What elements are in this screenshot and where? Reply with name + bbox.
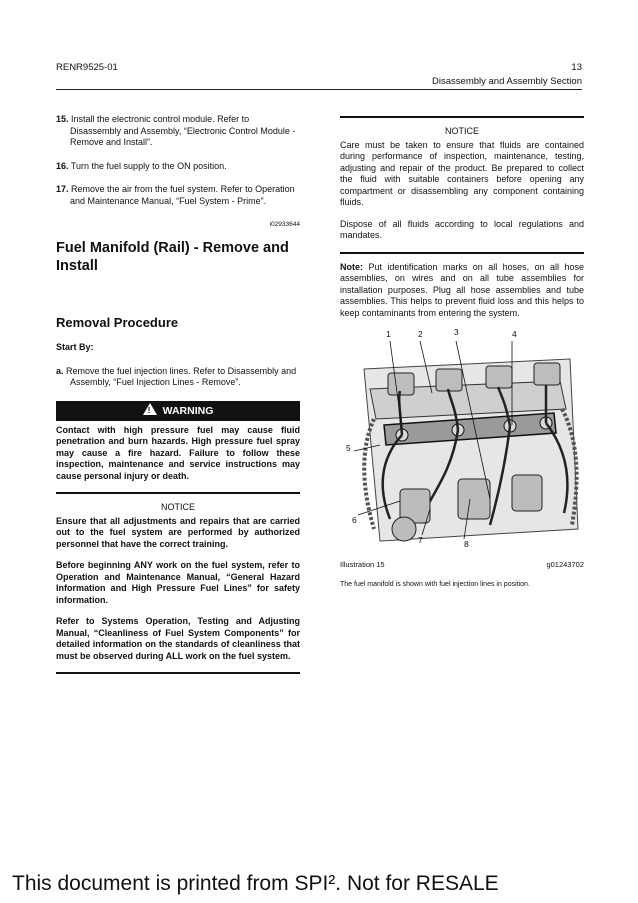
step-a: a. Remove the fuel injection lines. Refer to Disassembly and Assembly, “Fuel Injection Lines - Remove”.: [56, 365, 297, 387]
start-by-label: Start By:: [56, 342, 94, 352]
header-rule: [56, 89, 582, 90]
notice-rule-top: [56, 492, 300, 494]
notice-paragraph: Refer to Systems Operation, Testing and Adjusting Manual, “Cleanliness of Fuel System Components” for detailed information on the standards of cleanliness that must be observed during ALL work on the fuel system.: [56, 616, 300, 661]
callout-label: 8: [464, 539, 469, 549]
footer-disclaimer: This document is printed from SPI². Not for RESALE: [12, 872, 499, 895]
left-column: [56, 114, 300, 682]
callout-label: 6: [352, 515, 357, 525]
callout-label: 5: [346, 443, 351, 453]
warning-triangle-icon: !: [143, 403, 157, 415]
doc-number: RENR9525-01: [56, 62, 118, 73]
callout-label: 1: [386, 329, 391, 339]
callout-label: 4: [512, 329, 517, 339]
notice-label: NOTICE: [160, 502, 195, 512]
notice-paragraph: Ensure that all adjustments and repairs that are carried out to the fuel system are performed by authorized personnel that have the correct training.: [56, 515, 300, 549]
notice-rule-bottom: [340, 252, 584, 254]
step-16: 16. Turn the fuel supply to the ON position.: [56, 160, 227, 171]
engine-photo-image: [340, 329, 584, 553]
illustration-label: Illustration 15: [340, 560, 385, 569]
notice-paragraph: Before beginning ANY work on the fuel system, refer to Operation and Maintenance Manual, “General Hazard Information and High Pressure Fuel Lines” for safety information.: [56, 560, 300, 605]
subsection-heading: Removal Procedure: [56, 314, 179, 330]
illustration-caption: The fuel manifold is shown with fuel injection lines in position.: [340, 580, 530, 588]
section-heading: Fuel Manifold (Rail) - Remove and Install: [56, 239, 289, 274]
callout-label: 2: [418, 329, 423, 339]
notice-rule-top: [340, 116, 584, 118]
notice-rule-bottom: [56, 672, 300, 674]
warning-text: Contact with high pressure fuel may cause fluid penetration and burn hazards. High pressure fuel spray may cause a fire hazard. Failure to follow these inspection, maintenance and service instructions may cause personal injury or death.: [56, 424, 300, 481]
fuel-manifold-illustration: [340, 329, 584, 553]
note-paragraph: Note: Put identification marks on all hoses, on all hose assemblies, on wires and on all tube assemblies for installation purposes. Plug all hose assemblies and tube assemblies. This helps to prevent fluid loss and this helps to keep contaminants from entering the system.: [340, 261, 584, 318]
doc-id: i02933644: [269, 221, 300, 228]
right-column: [340, 116, 584, 590]
page-number: 13: [571, 62, 582, 73]
illustration-caption-row: [340, 559, 584, 571]
warning-label: WARNING: [162, 404, 214, 417]
notice-label: NOTICE: [444, 126, 479, 136]
warning-bar: [56, 401, 300, 421]
section-title: Disassembly and Assembly Section: [432, 76, 582, 87]
notice-paragraph: Care must be taken to ensure that fluids are contained during performance of inspection, maintenance, testing, adjusting and repair of the product. Be prepared to collect the fluid with suitable containers before opening any compartment or disassembling any component containing fluids.: [340, 139, 584, 207]
illustration-id: g01243702: [546, 560, 584, 569]
callout-label: 3: [454, 327, 459, 337]
step-17: 17. Remove the air from the fuel system. Refer to Operation and Maintenance Manual, “Fuel System - Prime”.: [56, 184, 295, 206]
notice-paragraph: Dispose of all fluids according to local regulations and mandates.: [340, 218, 584, 240]
step-15: 15. Install the electronic control module. Refer to Disassembly and Assembly, “Electronic Control Module - Remove and Install”.: [56, 114, 296, 147]
callout-label: 7: [418, 535, 423, 545]
